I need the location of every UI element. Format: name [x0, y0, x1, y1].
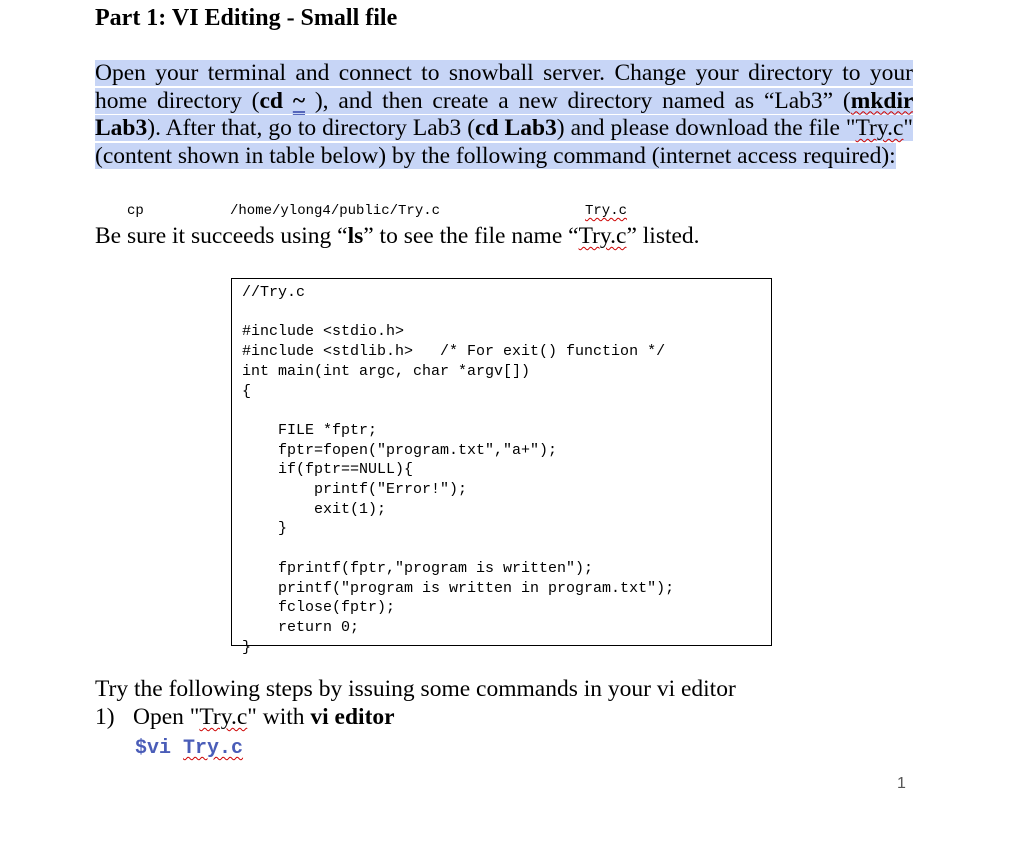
vi-filename: Try.c	[183, 737, 244, 760]
code-line: return 0;	[242, 618, 360, 636]
step-number: 1)	[95, 704, 115, 730]
code-line: if(fptr==NULL){	[242, 461, 414, 479]
instructions-paragraph	[95, 60, 913, 170]
code-line: #include <stdlib.h> /* For exit() function */	[242, 343, 666, 361]
note-filename: Try.c	[578, 223, 627, 249]
step-filename: Try.c	[199, 704, 248, 730]
code-line: printf("program is written in program.txt");	[242, 579, 675, 597]
code-line: //Try.c	[242, 284, 306, 301]
code-line: exit(1);	[242, 500, 387, 518]
page-number: 1	[897, 775, 906, 792]
code-line: }	[242, 638, 252, 656]
para-text: ) and please download the file "	[556, 115, 856, 141]
verify-note: Be sure it succeeds using “ls” to see the file name “Try.c” listed.	[95, 223, 700, 249]
code-listing	[242, 283, 674, 657]
try-c-filename: Try.c	[855, 115, 904, 141]
para-text: ). After that, go to directory Lab3 (	[147, 115, 476, 141]
code-line: fclose(fptr);	[242, 599, 396, 617]
code-line: }	[242, 520, 288, 538]
dest-filename: Try.c	[585, 203, 628, 219]
code-line: int main(int argc, char *argv[])	[242, 362, 531, 380]
cd-home-command: cd ~	[259, 87, 306, 114]
para-text: ), and then create a new directory named as “Lab3” (	[305, 87, 851, 114]
code-line: printf("Error!");	[242, 481, 468, 499]
page-title: Part 1: VI Editing - Small file	[95, 5, 398, 31]
lab3-name: Lab3	[95, 115, 148, 141]
vi-editor-label: vi editor	[310, 704, 395, 730]
steps-intro: Try the following steps by issuing some commands in your vi editor	[95, 676, 736, 702]
code-line: {	[242, 382, 252, 400]
code-line: FILE *fptr;	[242, 421, 378, 439]
vi-command: $vi Try.c	[135, 737, 244, 760]
source-path: /home/ylong4/public/Try.c	[230, 203, 441, 219]
tilde-symbol: ~	[292, 87, 306, 114]
code-line: fptr=fopen("program.txt","a+");	[242, 441, 558, 459]
ls-command: ls	[347, 223, 364, 249]
cd-lab3-command: cd Lab3	[475, 115, 557, 141]
para-text: Open your terminal and connect to snowball server. Change your directory to your home directory (	[95, 60, 913, 114]
code-line: fprintf(fptr,"program is written");	[242, 559, 594, 577]
cp-command: cp	[127, 203, 144, 219]
para-text: " (content shown in table below) by the following command (internet access required):	[95, 115, 914, 169]
mkdir-command: mkdir	[850, 87, 914, 114]
step-1: 1) Open "Try.c" with vi editor	[95, 704, 395, 730]
code-line: #include <stdio.h>	[242, 323, 405, 341]
